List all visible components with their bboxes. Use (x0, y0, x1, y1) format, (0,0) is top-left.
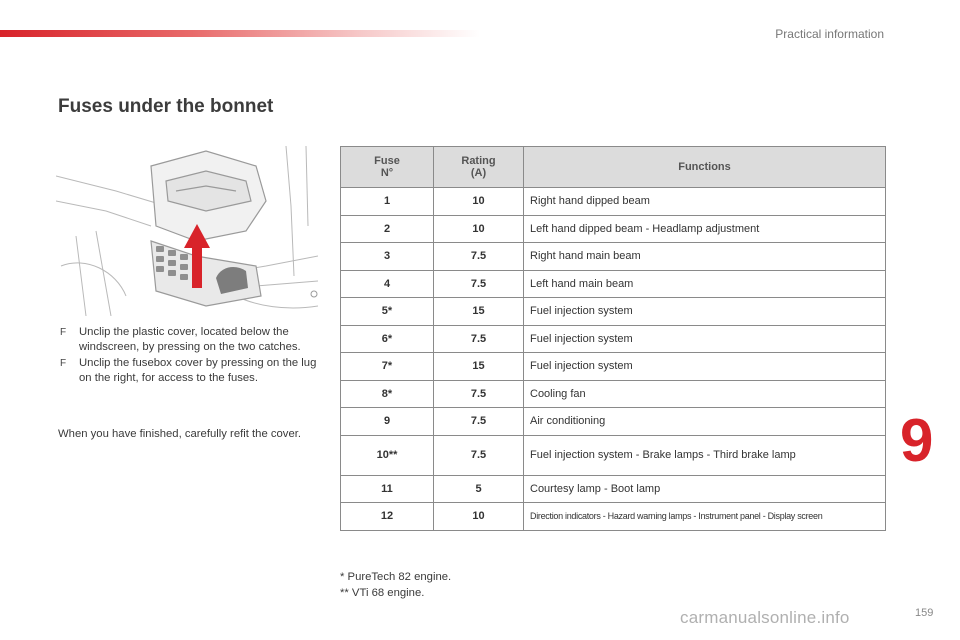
fuse-function: Fuel injection system (524, 298, 886, 326)
section-title: Practical information (775, 27, 884, 41)
checkbox-marker-icon: F (60, 357, 67, 369)
table-row (341, 353, 886, 381)
fuse-rating: 10 (434, 503, 524, 531)
fuse-number: 1 (341, 188, 434, 216)
footnote: * PureTech 82 engine. (340, 571, 452, 583)
fuse-function: Right hand dipped beam (524, 188, 886, 216)
table-row (341, 435, 886, 475)
instruction-text: Unclip the fusebox cover by pressing on the lug on the right, for access to the fuses. (79, 356, 317, 385)
fuse-function: Fuel injection system (524, 353, 886, 381)
fuse-number: 3 (341, 243, 434, 271)
header-rating-unit-label: (A) (470, 167, 487, 179)
instruction-text: Unclip the plastic cover, located below the windscreen, by pressing on the two catches. (79, 326, 301, 354)
fusebox-illustration (56, 146, 318, 316)
fuse-rating: 10 (434, 188, 524, 216)
checkbox-marker-icon: F (60, 327, 67, 338)
table-row (341, 380, 886, 408)
watermark-text: carmanualsonline.info (680, 608, 850, 627)
column-header-rating (434, 147, 524, 188)
footnotes (340, 569, 451, 601)
table-row (341, 325, 886, 353)
header-rating-label: Rating (461, 155, 496, 167)
fuse-function: Right hand main beam (524, 243, 886, 271)
table-row (341, 298, 886, 326)
fuse-number: 7* (341, 353, 434, 381)
fuse-number: 10** (341, 435, 434, 475)
header-fuse-number-label: N° (380, 167, 394, 179)
fuse-number: 2 (341, 215, 434, 243)
fuse-rating: 10 (434, 215, 524, 243)
header-fuse-label: Fuse (374, 155, 400, 167)
fuse-number: 12 (341, 503, 434, 531)
fuse-rating: 15 (434, 353, 524, 381)
fuse-function: Left hand main beam (524, 270, 886, 298)
table-row (341, 270, 886, 298)
fuse-rating: 7.5 (434, 408, 524, 436)
chapter-number: 9 (900, 407, 934, 474)
column-header-fuse (341, 147, 434, 188)
fuse-rating: 7.5 (434, 380, 524, 408)
fuse-rating: 15 (434, 298, 524, 326)
fuse-number: 8* (341, 380, 434, 408)
fuse-function: Fuel injection system - Brake lamps - Third brake lamp (524, 435, 886, 475)
table-header-row (341, 147, 886, 188)
table-row (341, 408, 886, 436)
fuse-rating: 7.5 (434, 243, 524, 271)
fuse-rating: 7.5 (434, 270, 524, 298)
fuse-function: Direction indicators - Hazard warning lamps - Instrument panel - Display screen (524, 503, 886, 531)
page-title: Fuses under the bonnet (58, 96, 274, 117)
fuse-function: Fuel injection system (524, 325, 886, 353)
fuse-function: Left hand dipped beam - Headlamp adjustment (524, 215, 886, 243)
fuse-number: 5* (341, 298, 434, 326)
column-header-functions: Functions (524, 147, 886, 188)
fuse-function: Cooling fan (524, 380, 886, 408)
fuse-function: Air conditioning (524, 408, 886, 436)
fuse-number: 9 (341, 408, 434, 436)
table-row (341, 215, 886, 243)
fuse-rating: 7.5 (434, 435, 524, 475)
instruction-step (60, 325, 322, 356)
fuse-number: 11 (341, 475, 434, 503)
table-row (341, 475, 886, 503)
fuse-rating: 5 (434, 475, 524, 503)
fuse-number: 4 (341, 270, 434, 298)
table-row (341, 188, 886, 216)
table-row (341, 243, 886, 271)
header-accent-bar (0, 30, 480, 37)
fuse-function: Courtesy lamp - Boot lamp (524, 475, 886, 503)
fuse-table (340, 146, 886, 531)
refit-note: When you have finished, carefully refit the cover. (58, 428, 302, 440)
instructions (60, 325, 322, 387)
instruction-step (60, 356, 322, 387)
page-number: 159 (915, 607, 934, 619)
fuse-number: 6* (341, 325, 434, 353)
table-row (341, 503, 886, 531)
footnote: ** VTi 68 engine. (340, 587, 425, 599)
fuse-rating: 7.5 (434, 325, 524, 353)
